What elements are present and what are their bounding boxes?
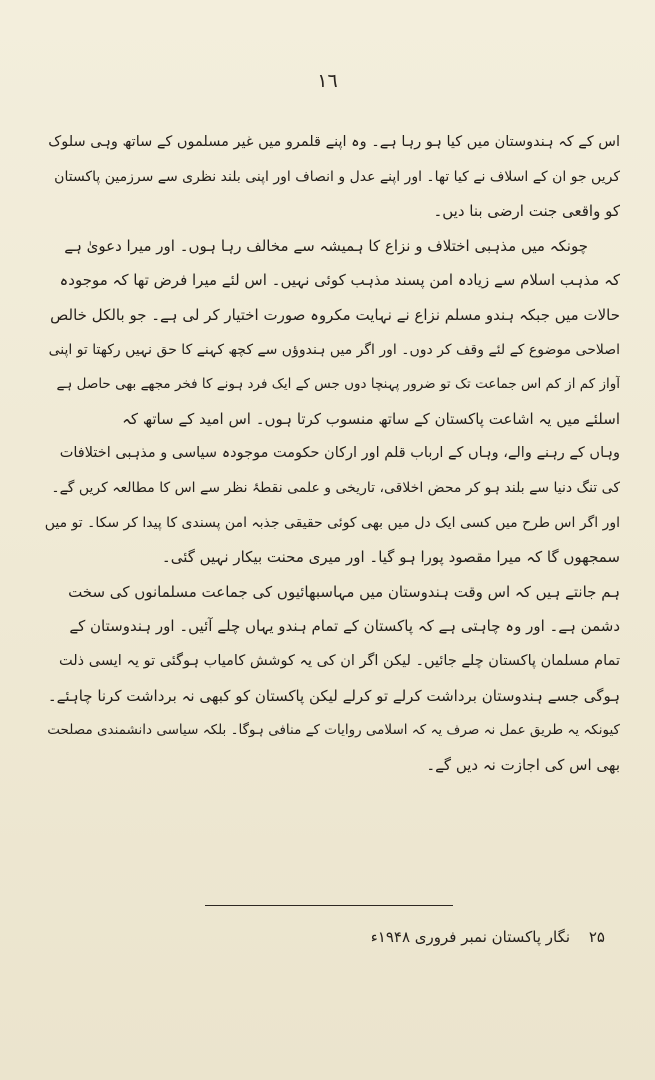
text-line: تمام مسلمان پاکستان چلے جائیں۔ لیکن اگر ان کی یہ کوشش کامیاب ہوگئی تو یہ ایسی ذلت [59, 652, 620, 669]
text-line: حالات میں جبکہ ہندو مسلم نزاع نے نہایت مکروہ صورت اختیار کر لی ہے۔ جو بالکل خالص [50, 305, 620, 324]
text-line: بھی اس کی اجازت نہ دیں گے۔ [426, 755, 620, 774]
text-line: اصلاحی موضوع کے لئے وقف کر دوں۔ اور اگر میں ہندوؤں سے کچھ کہنے کا حق نہیں رکھتا تو اپنی [48, 341, 620, 358]
footnote-text: نگار پاکستان نمبر فروری ۱۹۴۸ء [370, 928, 571, 946]
footnote-divider [205, 905, 453, 906]
text-line: چونکہ میں مذہبی اختلاف و نزاع کا ہمیشہ سے مخالف رہا ہوں۔ اور میرا دعویٰ ہے [64, 236, 588, 255]
page-number: ١٦ [317, 70, 338, 92]
footnote-number: ۲۵ [588, 928, 605, 946]
text-line: دشمن ہے۔ اور وہ چاہتی ہے کہ پاکستان کے تمام ہندو یہاں چلے آئیں۔ اور ہندوستان کے [69, 617, 620, 636]
text-line: کیونکہ یہ طریق عمل نہ صرف یہ کہ اسلامی روایات کے منافی ہوگا۔ بلکہ سیاسی دانشمندی مصلحت [47, 722, 620, 739]
text-line: اسلئے میں یہ اشاعت پاکستان کے ساتھ منسوب کرتا ہوں۔ اس امید کے ساتھ کہ [122, 409, 620, 428]
text-line: اور اگر اس طرح میں کسی ایک دل میں بھی کوئی حقیقی جذبہ امن پسندی کا پیدا کر سکا۔ تو میں [44, 514, 620, 531]
footnote [200, 928, 605, 946]
text-line: آواز کم از کم اس جماعت تک تو ضرور پہنچا دوں جس کے ایک فرد ہونے کا فخر مجھے بھی حاصل ہے [56, 376, 620, 393]
text-line: سمجھوں گا کہ میرا مقصود پورا ہو گیا۔ اور میری محنت بیکار نہیں گئی۔ [161, 548, 620, 567]
text-line: کو واقعی جنت ارضی بنا دیں۔ [433, 202, 620, 221]
text-line: ہم جانتے ہیں کہ اس وقت ہندوستان میں مہاسبھائیوں کی جماعت مسلمانوں کی سخت [68, 582, 620, 601]
body-text [44, 125, 620, 782]
text-line: کی تنگ دنیا سے بلند ہو کر محض اخلاقی، تاریخی و علمی نقطۂ نظر سے اس کا مطالعہ کریں گے۔ [51, 479, 620, 496]
text-line: کہ مذہب اسلام سے زیادہ امن پسند مذہب کوئی نہیں۔ اس لئے میرا فرض تھا کہ موجودہ [59, 271, 620, 290]
text-line: وہاں کے رہنے والے، وہاں کے ارباب قلم اور ارکان حکومت موجودہ سیاسی و مذہبی اختلافات [59, 445, 620, 462]
text-line: ہوگی جسے ہندوستان برداشت کرلے تو کرلے لیکن پاکستان کو کبھی نہ برداشت کرنا چاہئے۔ [47, 686, 620, 705]
text-line: اس کے کہ ہندوستان میں کیا ہو رہا ہے۔ وہ اپنے قلمرو میں غیر مسلموں کے ساتھ وہی سلوک [48, 134, 620, 150]
text-line: کریں جو ان کے اسلاف نے کیا تھا۔ اور اپنے عدل و انصاف اور اپنی بلند نظری سے سرزمین پاکستان [54, 168, 620, 185]
